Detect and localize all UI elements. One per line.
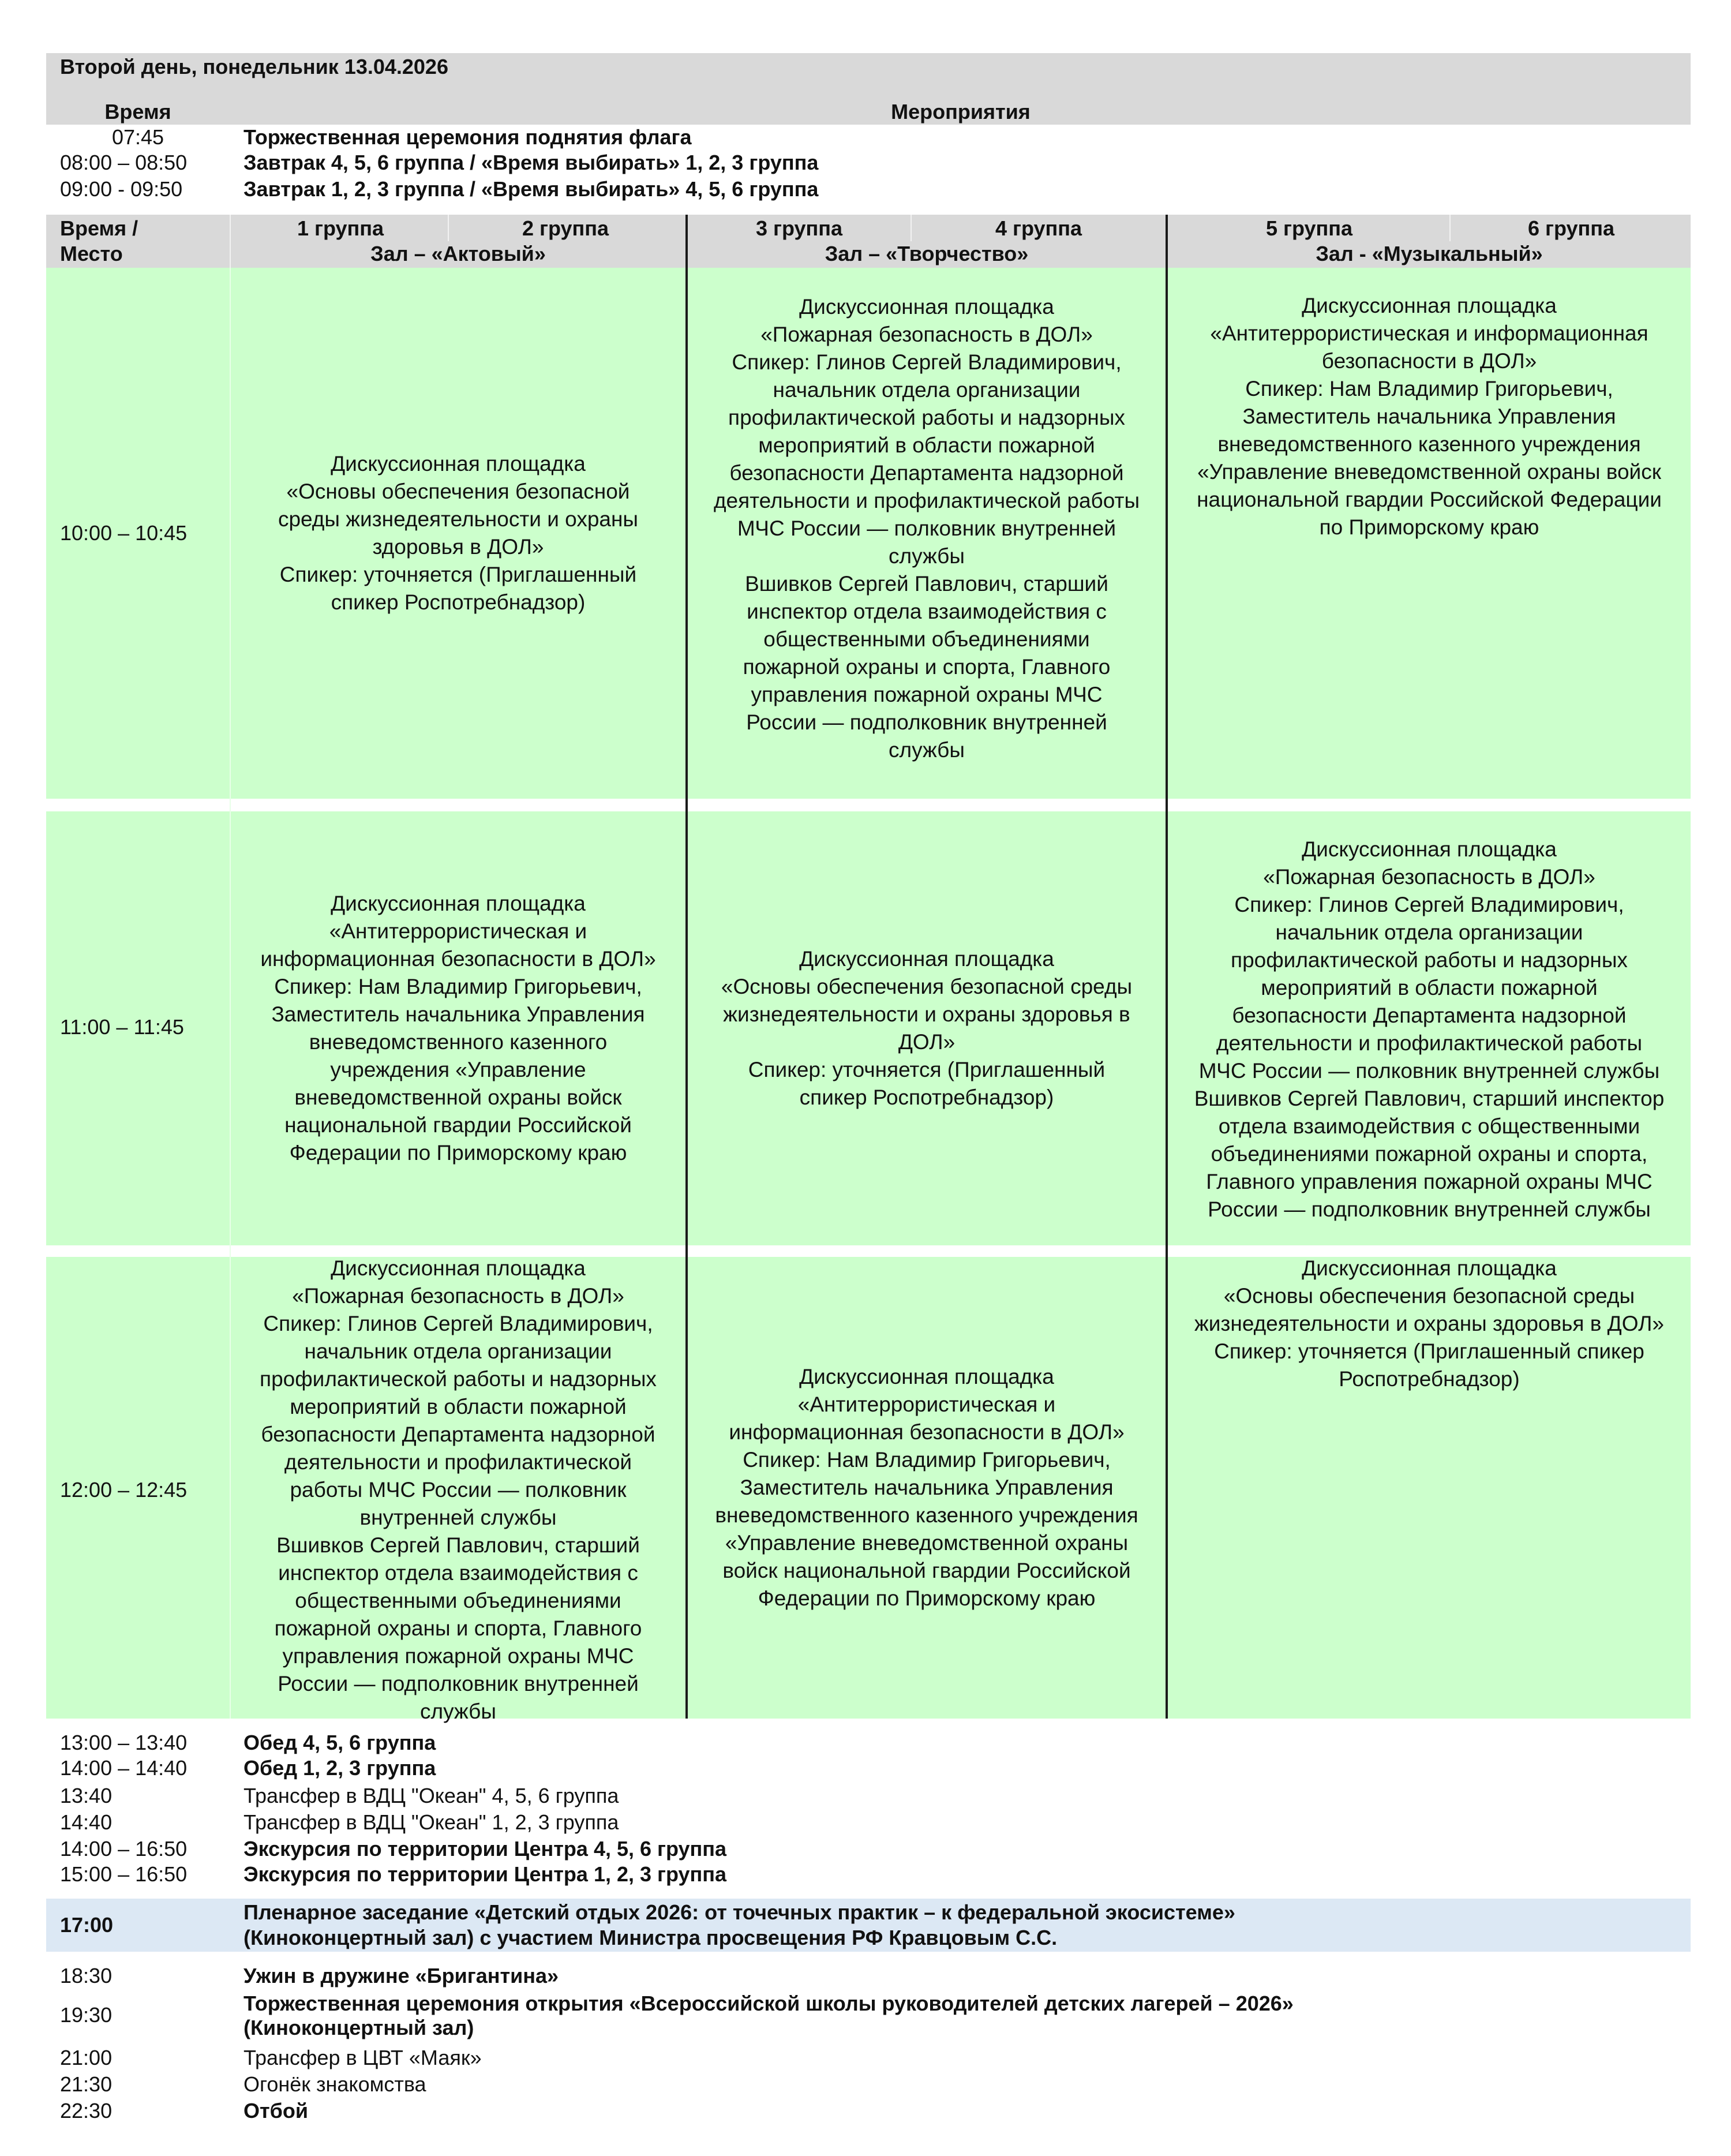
morning-time: 07:45 — [111, 125, 164, 149]
time-place-header: Время / Место — [60, 216, 138, 265]
group-divider — [448, 215, 449, 241]
hall-label: Зал – «Творчество» — [825, 242, 1029, 265]
evening-time: 21:00 — [60, 2046, 113, 2069]
evening-time: 19:30 — [60, 2003, 113, 2027]
plenary-line1: Пленарное заседание «Детский отдых 2026: от точечных практик – к федеральной экосистеме» — [243, 1900, 1235, 1924]
evening-time: 18:30 — [60, 1964, 113, 1987]
plenary-time: 17:00 — [60, 1913, 114, 1937]
plenary-line2: (Киноконцертный зал) с участием Министра просвещения РФ Кравцовым С.С. — [243, 1926, 1058, 1949]
morning-event: Завтрак 4, 5, 6 группа / «Время выбирать» 1, 2, 3 группа — [243, 151, 819, 174]
session-text: Дискуссионная площадка «Антитеррористическая и информационная безопасности в ДОЛ» Спикер: Нам Владимир Григорьевич, Заместитель начальника Управления вневедомственного казенного учреждения «Управление вневедомственной охраны войск национальной гвардии Российской Федерации по Приморскому краю — [1197, 294, 1662, 539]
evening-event-line2: (Киноконцертный зал) — [243, 2016, 474, 2039]
afternoon-time: 14:00 – 16:50 — [60, 1837, 188, 1861]
evening-time: 21:30 — [60, 2072, 113, 2096]
afternoon-event: Обед 4, 5, 6 группа — [243, 1731, 436, 1754]
afternoon-time: 14:00 – 14:40 — [60, 1756, 188, 1780]
afternoon-event: Трансфер в ВДЦ "Океан" 1, 2, 3 группа — [243, 1810, 619, 1834]
session-time: 10:00 – 10:45 — [60, 521, 188, 545]
events-column-header: Мероприятия — [891, 100, 1031, 123]
afternoon-time: 13:40 — [60, 1784, 113, 1807]
afternoon-event: Трансфер в ВДЦ "Океан" 4, 5, 6 группа — [243, 1784, 619, 1807]
session-cell-tvorchestvo — [688, 811, 1166, 1245]
morning-time: 09:00 - 09:50 — [60, 177, 183, 201]
group-label: 5 группа — [1265, 216, 1353, 240]
time-column-header: Время — [104, 100, 171, 123]
session-cell-muzykalny — [1168, 1255, 1691, 1719]
afternoon-event: Экскурсия по территории Центра 4, 5, 6 группа — [243, 1837, 727, 1861]
evening-event: Огонёк знакомства — [243, 2072, 426, 2096]
afternoon-event: Обед 1, 2, 3 группа — [243, 1756, 436, 1780]
session-text: Дискуссионная площадка «Основы обеспечения безопасной среды жизнедеятельности и охраны здоровья в ДОЛ» Спикер: уточняется (Приглашенный спикер Роспотребнадзор) — [278, 452, 639, 614]
session-text: Дискуссионная площадка «Основы обеспечения безопасной среды жизнедеятельности и охраны здоровья в ДОЛ» Спикер: уточняется (Приглашенный спикер Роспотребнадзор) — [721, 947, 1133, 1109]
afternoon-time: 14:40 — [60, 1810, 113, 1834]
hall-label: Зал - «Музыкальный» — [1316, 242, 1543, 265]
session-time: 12:00 – 12:45 — [60, 1478, 188, 1502]
session-text: Дискуссионная площадка «Пожарная безопасность в ДОЛ» Спикер: Глинов Сергей Владимирович, начальник отдела организации профилактической работы и надзорных мероприятий в области пожарной безопасности Департамента надзорной деятельности и профилактической работы МЧС России — полковник внутренней службы Вшивков Сергей Павлович, старший инспектор отдела взаимодействия с общественными объединениями пожарной охраны и спорта, Главного управления пожарной охраны МЧС России — подполковник внутренней службы — [713, 295, 1140, 762]
hall-divider — [685, 215, 688, 1719]
session-cell-muzykalny — [1168, 836, 1691, 1245]
afternoon-time: 15:00 – 16:50 — [60, 1862, 188, 1886]
session-text: Дискуссионная площадка «Антитеррористическая и информационная безопасности в ДОЛ» Спикер: Нам Владимир Григорьевич, Заместитель начальника Управления вневедомственного казенного учреждения «Управление вневедомственной охраны войск национальной гвардии Российской Федерации по Приморскому краю — [715, 1365, 1138, 1610]
group-divider — [911, 215, 912, 241]
evening-event: Трансфер в ЦВТ «Маяк» — [243, 2046, 482, 2069]
session-cell-aktovy — [231, 1255, 685, 1723]
session-cell-muzykalny — [1168, 292, 1691, 799]
session-text: Дискуссионная площадка «Пожарная безопасность в ДОЛ» Спикер: Глинов Сергей Владимирович, начальник отдела организации профилактической работы и надзорных мероприятий в области пожарной безопасности Департамента надзорной деятельности и профилактической работы МЧС России — полковник внутренней службы Вшивков Сергей Павлович, старший инспектор отдела взаимодействия с общественными объединениями пожарной охраны и спорта, Главного управления пожарной охраны МЧС России — подполковник внутренней службы — [260, 1256, 657, 1723]
evening-time: 22:30 — [60, 2099, 113, 2123]
morning-time: 08:00 – 08:50 — [60, 151, 188, 174]
session-text: Дискуссионная площадка «Антитеррористическая и информационная безопасности в ДОЛ» Спикер: Нам Владимир Григорьевич, Заместитель начальника Управления вневедомственного казенного учреждения «Управление вневедомственной охраны войск национальной гвардии Российской Федерации по Приморскому краю — [260, 892, 656, 1165]
group-label: 3 группа — [755, 216, 843, 240]
day-title: Второй день, понедельник 13.04.2026 — [60, 55, 448, 78]
time-divider — [230, 268, 231, 1719]
session-text: Дискуссионная площадка «Пожарная безопасность в ДОЛ» Спикер: Глинов Сергей Владимирович, начальник отдела организации профилактической работы и надзорных мероприятий в области пожарной безопасности Департамента надзорной деятельности и профилактической работы МЧС России — полковник внутренней службы Вшивков Сергей Павлович, старший инспектор отдела взаимодействия с общественными объединениями пожарной охраны и спорта, Главного управления пожарной охраны МЧС России — подполковник внутренней службы — [1194, 837, 1665, 1221]
afternoon-event: Экскурсия по территории Центра 1, 2, 3 группа — [243, 1862, 727, 1886]
evening-event: Ужин в дружине «Бригантина» — [243, 1964, 559, 1987]
group-label: 2 группа — [522, 216, 609, 240]
evening-event: Торжественная церемония открытия «Всероссийской школы руководителей детских лагерей – 2026» — [243, 1992, 1294, 2015]
group-divider — [1449, 215, 1451, 241]
session-time: 11:00 – 11:45 — [60, 1015, 184, 1039]
group-label: 4 группа — [995, 216, 1082, 240]
hall-label: Зал – «Актовый» — [370, 242, 546, 265]
group-label: 6 группа — [1527, 216, 1615, 240]
afternoon-time: 13:00 – 13:40 — [60, 1731, 188, 1754]
session-cell-tvorchestvo — [688, 1257, 1166, 1719]
morning-event: Торжественная церемония поднятия флага — [243, 125, 692, 149]
session-text: Дискуссионная площадка «Основы обеспечения безопасной среды жизнедеятельности и охраны здоровья в ДОЛ» Спикер: уточняется (Приглашенный спикер Роспотребнадзор) — [1194, 1256, 1664, 1391]
group-label: 1 группа — [297, 216, 384, 240]
session-cell-aktovy — [231, 268, 685, 799]
morning-event: Завтрак 1, 2, 3 группа / «Время выбирать» 4, 5, 6 группа — [243, 177, 819, 201]
group-divider — [230, 215, 231, 268]
session-cell-tvorchestvo — [688, 293, 1166, 799]
hall-divider — [1166, 215, 1168, 1719]
evening-event: Отбой — [243, 2099, 308, 2123]
session-cell-aktovy — [231, 811, 685, 1245]
